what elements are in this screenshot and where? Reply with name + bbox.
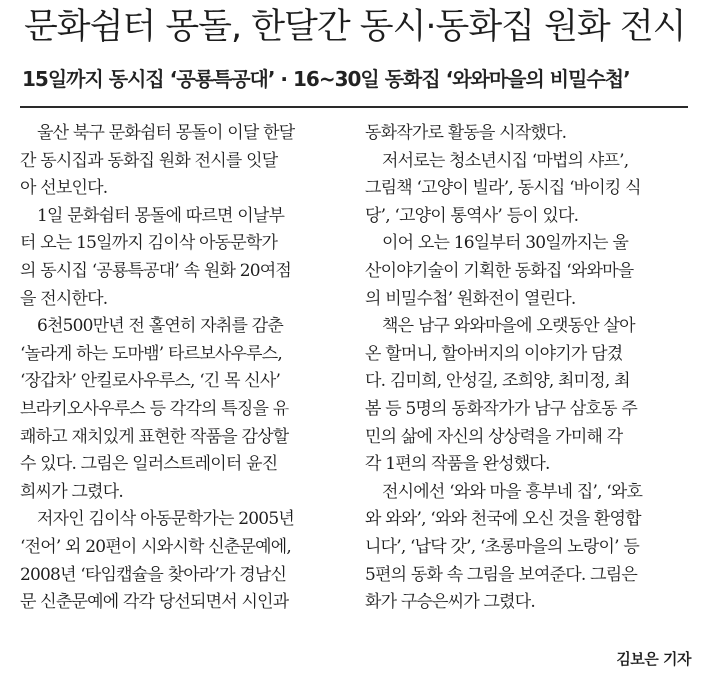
paragraph: 울산 북구 문화쉼터 몽돌이 이달 한달 간 동시집과 동화집 원화 전시를 잇달 아 선보인다. [20, 123, 295, 199]
byline: 김보은 기자 [616, 650, 691, 668]
paragraph: 저서로는 청소년시집 ‘마법의 샤프’, 그림책 ‘고양이 빌라’, 동시집 ‘바이킹 식 당’, ‘고양이 통역사’ 등이 있다. [365, 150, 641, 226]
paragraph: 1일 문화쉼터 몽돌에 따르면 이날부 터 오는 15일까지 김이삭 아동문학가 의 동시집 ‘공룡특공대’ 속 원화 20여점 을 전시한다. [20, 205, 291, 309]
paragraph: 저자인 김이삭 아동문학가는 2005년 ‘전어’ 외 20편이 시와시학 신춘문예에, 2008년 ‘타임캡슐을 찾아라’가 경남신 문 신춘문예에 각각 당선되면서 시인과 [20, 509, 294, 613]
left-column [20, 120, 345, 617]
paragraph: 동화작가로 활동을 시작했다. [365, 123, 567, 143]
subheadline: 15일까지 동시집 ‘공룡특공대’ · 16~30일 동화집 ‘와와마을의 비밀수첩’ [22, 67, 630, 91]
paragraph: 이어 오는 16일부터 30일까지는 울 산이야기술이 기획한 동화집 ‘와와마을 의 비밀수첩’ 원화전이 열린다. [365, 233, 634, 309]
paragraph: 책은 남구 와와마을에 오랫동안 살아 온 할머니, 할아버지의 이야기가 담겼 다. 김미희, 안성길, 조희양, 최미정, 최 봄 등 5명의 동화작가가 남구 삼호동 주 민의 삶에 자신의 상상력을 가미해 각 각 1편의 작품을 완성했다. [365, 316, 637, 475]
header-divider [20, 106, 688, 108]
right-column [365, 120, 690, 617]
headline: 문화쉼터 몽돌, 한달간 동시·동화집 원화 전시 [24, 7, 686, 47]
paragraph: 6천500만년 전 홀연히 자취를 감춘 ‘놀라게 하는 도마뱀’ 타르보사우루스, ‘장갑차’ 안킬로사우루스, ‘긴 목 신사’ 브라키오사우루스 등 각각의 특징을 유 쾌하고 재치있게 표현한 작품을 감상할 수 있다. 그림은 일러스트레이터 윤진 희씨가 그렸다. [20, 316, 289, 502]
paragraph: 전시에선 ‘와와 마을 흥부네 집’, ‘와호 와 와와’, ‘와와 천국에 오신 것을 환영합 니다’, ‘납닥 갓’, ‘초롱마을의 노랑이’ 등 5편의 동화 속 그림을 보여준다. 그림은 화가 구승은씨가 그렸다. [365, 481, 643, 613]
